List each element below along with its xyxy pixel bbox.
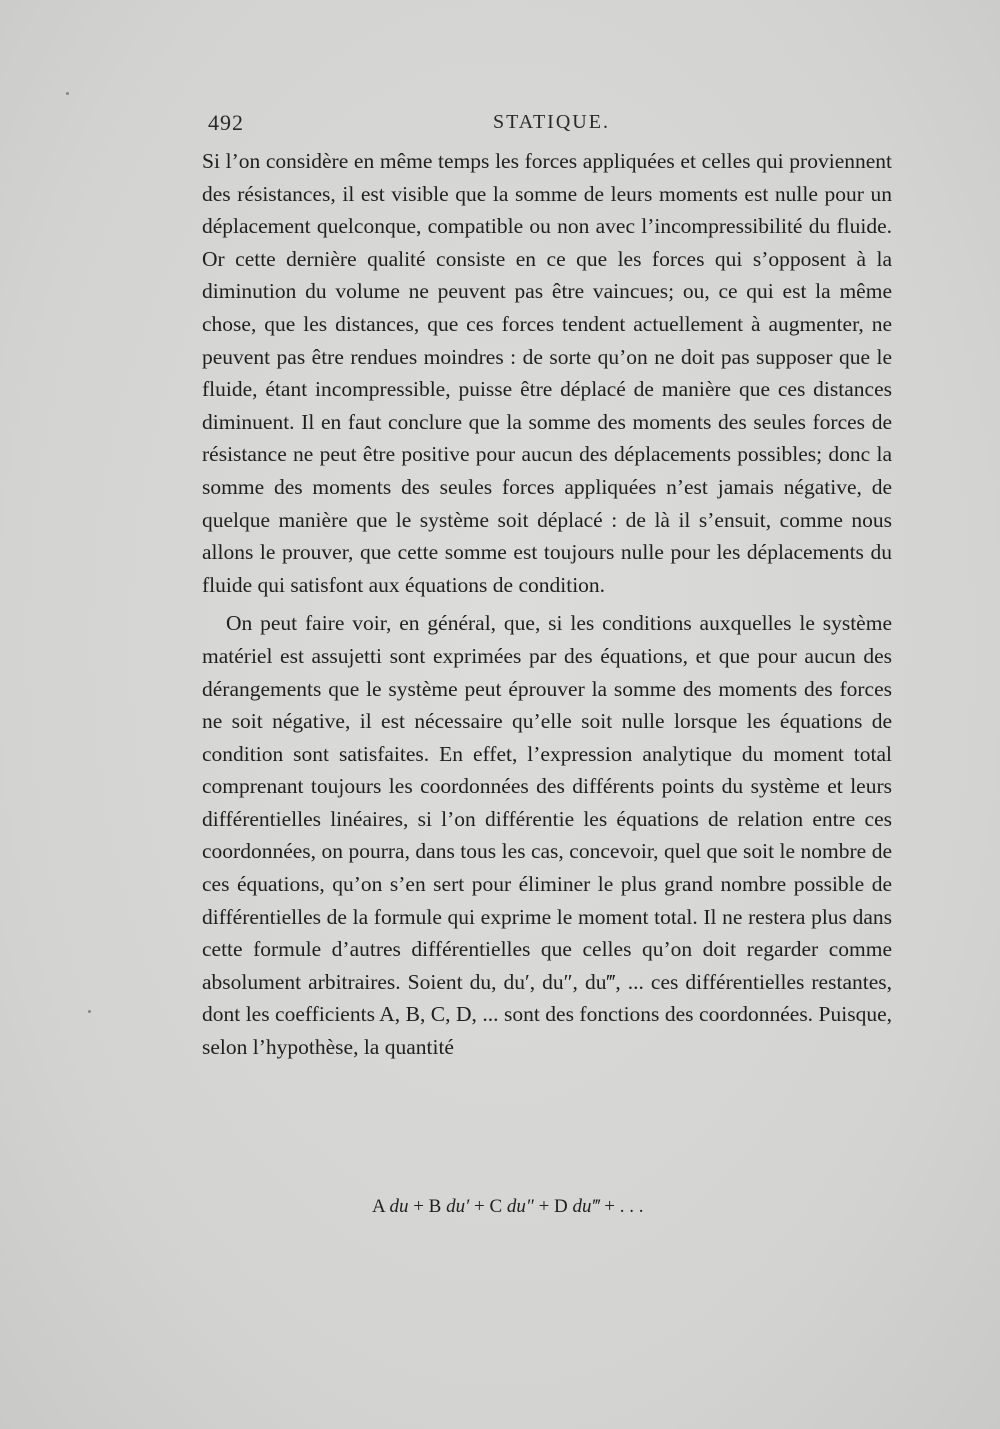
formula-coef-c: C xyxy=(489,1196,503,1217)
formula-tail: + . . . xyxy=(599,1196,644,1217)
formula-coef-a: A xyxy=(372,1196,385,1217)
formula-diff-du-third: du‴ xyxy=(572,1196,600,1217)
paper-speck xyxy=(88,1010,91,1013)
formula-diff-du-second: du″ xyxy=(506,1196,534,1217)
formula-diff-du-prime: du′ xyxy=(446,1196,470,1217)
paragraph-2: On peut faire voir, en général, que, si les conditions auxquelles le système matériel est assujetti sont exprimées par des équations, et que pour aucun des dérangements que le système peut éprouver la somme des moments des forces ne soit négative, il est nécessaire qu’elle soit nulle lorsque les équations de condition sont satisfaites. En effet, l’expression analytique du moment total comprenant toujours les coordonnées des différents points du système et leurs différentielles linéaires, si l’on différentie les équations de relation entre ces coordonnées, on pourra, dans tous les cas, concevoir, quel que soit le nombre de ces équations, qu’on s’en sert pour éliminer le plus grand nombre possible de différentielles de la formule qui exprime le moment total. Il ne restera plus dans cette formule d’autres différentielles que celles qu’on doit regarder comme absolument arbitraires. Soient du, du′, du″, du‴, ... ces différentielles restantes, dont les coefficients A, B, C, D, ... sont des fonctions des coordonnées. Puisque, selon l’hypothèse, la quantité xyxy=(202,611,892,1060)
page-header xyxy=(208,110,898,140)
formula-coef-b: B xyxy=(428,1196,442,1217)
body-text xyxy=(202,145,892,1070)
formula-coef-d: D xyxy=(554,1196,568,1217)
display-formula xyxy=(372,1196,643,1218)
page-number: 492 xyxy=(208,110,244,135)
formula-diff-du: du xyxy=(389,1196,409,1217)
formula-plus: + xyxy=(408,1196,429,1217)
formula-plus: + xyxy=(533,1196,555,1217)
running-head: STATIQUE. xyxy=(493,111,610,133)
paper-speck xyxy=(66,92,69,95)
formula-plus: + xyxy=(469,1196,490,1217)
paragraph-1: Si l’on considère en même temps les forces appliquées et celles qui proviennent des résistances, il est visible que la somme de leurs moments est nulle pour un déplacement quelconque, compatible ou non avec l’incompressibilité du fluide. Or cette dernière qualité consiste en ce que les forces qui s’opposent à la diminution du volume ne peuvent pas être vaincues; ou, ce qui est la même chose, que les distances, que ces forces tendent actuellement à augmenter, ne peuvent pas être rendues moindres : de sorte qu’on ne doit pas supposer que le fluide, étant incompressible, puisse être déplacé de manière que ces distances diminuent. Il en faut conclure que la somme des moments des seules forces de résistance ne peut être positive pour aucun des déplacements possibles; donc la somme des moments des seules forces appliquées n’est jamais négative, de quelque manière que le système soit déplacé : de là il s’ensuit, comme nous allons le prouver, que cette somme est toujours nulle pour les déplacements du fluide qui satisfont aux équations de condition. xyxy=(202,149,892,597)
